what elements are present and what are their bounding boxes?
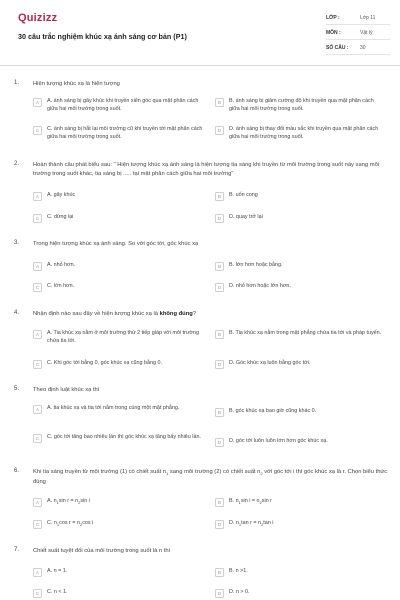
option-b[interactable] [215, 408, 385, 417]
question-text-part: với góc tới i thì góc khúc xạ là r. Chọn biểu thức đúng [33, 469, 388, 486]
meta-value: Lớp 11 [360, 14, 376, 21]
option-text: D. ánh sáng bị thay đổi màu sắc khi truyền qua mặt phân cách giữa hai môi trường trong suốt. [229, 126, 379, 140]
option-text: A. n = 1. [47, 568, 68, 574]
meta-value: Vật lý [360, 29, 373, 36]
option-letter: A [33, 405, 42, 414]
question-number: 6. [14, 468, 20, 474]
text-part: cos i [82, 520, 94, 526]
option-letter: B [215, 330, 224, 339]
question-text-part: ? [192, 311, 197, 317]
page-header [0, 0, 400, 66]
question-text-part: Khi tia sáng truyền từ môi trường (1) có chiết suất n [33, 469, 167, 475]
option-text: A. gãy khúc [47, 192, 76, 198]
subscript: 1 [56, 500, 59, 506]
option-letter: A [33, 568, 42, 577]
question-number: 4. [14, 310, 20, 316]
option-letter: A [33, 498, 42, 507]
option-letter: C [33, 589, 42, 598]
option-text: C. dừng lại [47, 214, 74, 220]
option-d[interactable] [215, 283, 385, 292]
option-text: A. Tia khúc xạ nằm ở môi trường thứ 2 tiếp giáp với môi trường chứa tia tới. [47, 330, 200, 344]
option-c[interactable] [33, 434, 203, 443]
text-part: cos r = n [59, 520, 80, 526]
option-b[interactable] [215, 192, 385, 201]
question-text-part: Nhận định nào sau đây về hiện tượng khúc xạ là [33, 311, 160, 317]
option-letter: D [215, 126, 224, 135]
question-text: Chiết suất tuyệt đối của môi trường trong suốt là n thì [33, 548, 171, 554]
option-c[interactable] [33, 520, 203, 529]
meta-label: LỚP : [326, 14, 340, 21]
option-letter: C [33, 434, 42, 443]
option-text: C. ánh sáng bị hắt lại môi trường cũ khi truyền tới mặt phân cách giữa hai môi trường trong suốt. [47, 126, 203, 140]
option-text: D. n > 0. [229, 589, 250, 595]
option-c[interactable] [33, 214, 203, 223]
option-text: C. Khi góc tới bằng 0, góc khúc xạ cũng bằng 0. [47, 360, 163, 366]
text-part: sin i = n [240, 498, 260, 504]
option-text [229, 498, 272, 507]
question-text [33, 468, 388, 487]
option-text: B. lớn hơn hoặc bằng. [229, 262, 283, 268]
text-part: sin r [261, 498, 272, 504]
option-b[interactable] [215, 98, 385, 113]
option-letter: B [215, 408, 224, 417]
meta-table [326, 11, 390, 56]
question-text: Theo định luật khúc xạ thì [33, 387, 100, 393]
option-letter: D [215, 438, 224, 447]
meta-value: 30 [360, 44, 366, 51]
option-b[interactable] [215, 262, 385, 271]
option-letter: B [215, 568, 224, 577]
option-d[interactable] [215, 438, 385, 447]
text-part: B. n [229, 498, 239, 504]
option-c[interactable] [33, 283, 203, 292]
option-letter: D [215, 360, 224, 369]
subscript: 1 [238, 500, 241, 506]
question-emphasis: không đúng [159, 311, 193, 317]
subscript: 2 [78, 500, 81, 506]
option-a[interactable] [33, 98, 203, 113]
option-letter: D [215, 589, 224, 598]
option-letter: C [33, 360, 42, 369]
option-letter: B [215, 98, 224, 107]
subscript: 1 [166, 471, 169, 477]
option-letter: A [33, 262, 42, 271]
question-number: 1. [14, 80, 20, 86]
option-letter: D [215, 520, 224, 529]
option-d[interactable] [215, 520, 385, 529]
option-letter: B [215, 262, 224, 271]
option-text: D. nhỏ hơn hoặc lớn hơn. [229, 283, 291, 289]
meta-label: MÔN : [326, 29, 341, 36]
option-text: D. quay trở lại [229, 214, 263, 220]
text-part: D. n [229, 520, 239, 526]
option-text: B. n >1. [229, 568, 248, 574]
option-c[interactable] [33, 360, 203, 369]
option-letter: A [33, 98, 42, 107]
option-b[interactable] [215, 498, 385, 507]
option-letter: C [33, 126, 42, 135]
option-text: D. Góc khúc xạ luôn bằng góc tới. [229, 360, 311, 366]
subscript: 2 [261, 522, 264, 528]
option-c[interactable] [33, 589, 203, 598]
option-text [47, 520, 93, 529]
question-number: 7. [14, 547, 20, 553]
option-text: A. nhỏ hơn. [47, 262, 76, 268]
option-c[interactable] [33, 126, 203, 141]
option-d[interactable] [215, 214, 385, 223]
text-part: tan r = n [241, 520, 262, 526]
subscript: 2 [260, 471, 263, 477]
option-letter: A [33, 330, 42, 339]
option-text: A. tia khúc xạ và tia tới nằm trong cùng một mặt phẳng. [47, 405, 180, 411]
option-letter: D [215, 214, 224, 223]
option-a[interactable] [33, 330, 203, 345]
subscript: 2 [79, 522, 83, 528]
question-text: Hiện tượng khúc xạ là hiện tượng [33, 81, 120, 87]
subscript: 1 [238, 522, 242, 528]
option-a[interactable] [33, 192, 203, 201]
option-text [229, 520, 274, 529]
meta-row-class [326, 11, 390, 25]
meta-label: SỐ CÂU : [326, 44, 349, 51]
question-text: Trong hiện tượng khúc xạ ánh sáng. So với góc tới, góc khúc xạ [33, 241, 199, 247]
question-number: 3. [14, 240, 20, 246]
meta-row-subject [326, 26, 390, 40]
question-number: 2. [14, 161, 20, 167]
text-part: A. n [47, 498, 57, 504]
option-b[interactable] [215, 330, 385, 339]
question-number: 5. [14, 386, 20, 392]
option-text: D. góc tới luôn luôn lớn hơn góc khúc xạ. [229, 438, 328, 444]
option-letter: B [215, 498, 224, 507]
subscript: 1 [56, 522, 60, 528]
option-a[interactable] [33, 568, 203, 577]
option-letter: C [33, 283, 42, 292]
option-letter: D [215, 283, 224, 292]
text-part: C. n [47, 520, 57, 526]
option-text: B. uốn cong [229, 192, 258, 198]
option-b[interactable] [215, 568, 385, 577]
question-text-part: sang môi trường (2) có chiết suất n [168, 469, 261, 475]
option-text: C. lớn hơn. [47, 283, 75, 289]
option-d[interactable] [215, 360, 385, 369]
option-text: A. ánh sáng bị gãy khúc khi truyền xiên góc qua mặt phân cách giữa hai môi trường trong suốt. [47, 98, 199, 112]
quizizz-logo: Quizizz [18, 12, 58, 24]
question-text: Hoàn thành câu phát biểu sau: " Hiện tượng khúc xạ ánh sáng là hiện tượng tia sáng khi truyền từ môi trường trong suốt này sang môi trường trong suốt khác, tia sáng bị ..... tại mặt phân cách giữa hai môi trường" [33, 162, 380, 177]
option-a[interactable] [33, 405, 203, 414]
option-letter: C [33, 214, 42, 223]
option-letter: C [33, 520, 42, 529]
page-title: 30 câu trắc nghiệm khúc xạ ánh sáng cơ bản (P1) [18, 32, 187, 41]
subscript: 2 [259, 500, 262, 506]
option-text: C. n < 1. [47, 589, 68, 595]
text-part: tan i [263, 520, 274, 526]
option-text [47, 498, 90, 507]
text-part: sin r = n [58, 498, 79, 504]
option-text: B. góc khúc xạ bao giờ cũng khác 0. [229, 408, 317, 414]
option-letter: B [215, 192, 224, 201]
option-letter: A [33, 192, 42, 201]
option-d[interactable] [215, 589, 385, 598]
meta-row-count [326, 41, 390, 55]
option-a[interactable] [33, 498, 203, 507]
option-d[interactable] [215, 126, 385, 141]
option-text: B. Tia khúc xạ nằm trong mặt phẳng chứa tia tới và pháp tuyến. [229, 330, 382, 336]
option-text: C. góc tới tăng bao nhiêu lần thì góc khúc xạ tăng bấy nhiêu lần. [47, 434, 201, 440]
text-part: sin i [80, 498, 90, 504]
option-text: B. ánh sáng bị giảm cường độ khi truyền qua mặt phân cách giữa hai môi trường trong suốt. [229, 98, 374, 112]
option-a[interactable] [33, 262, 203, 271]
question-text [33, 310, 388, 319]
